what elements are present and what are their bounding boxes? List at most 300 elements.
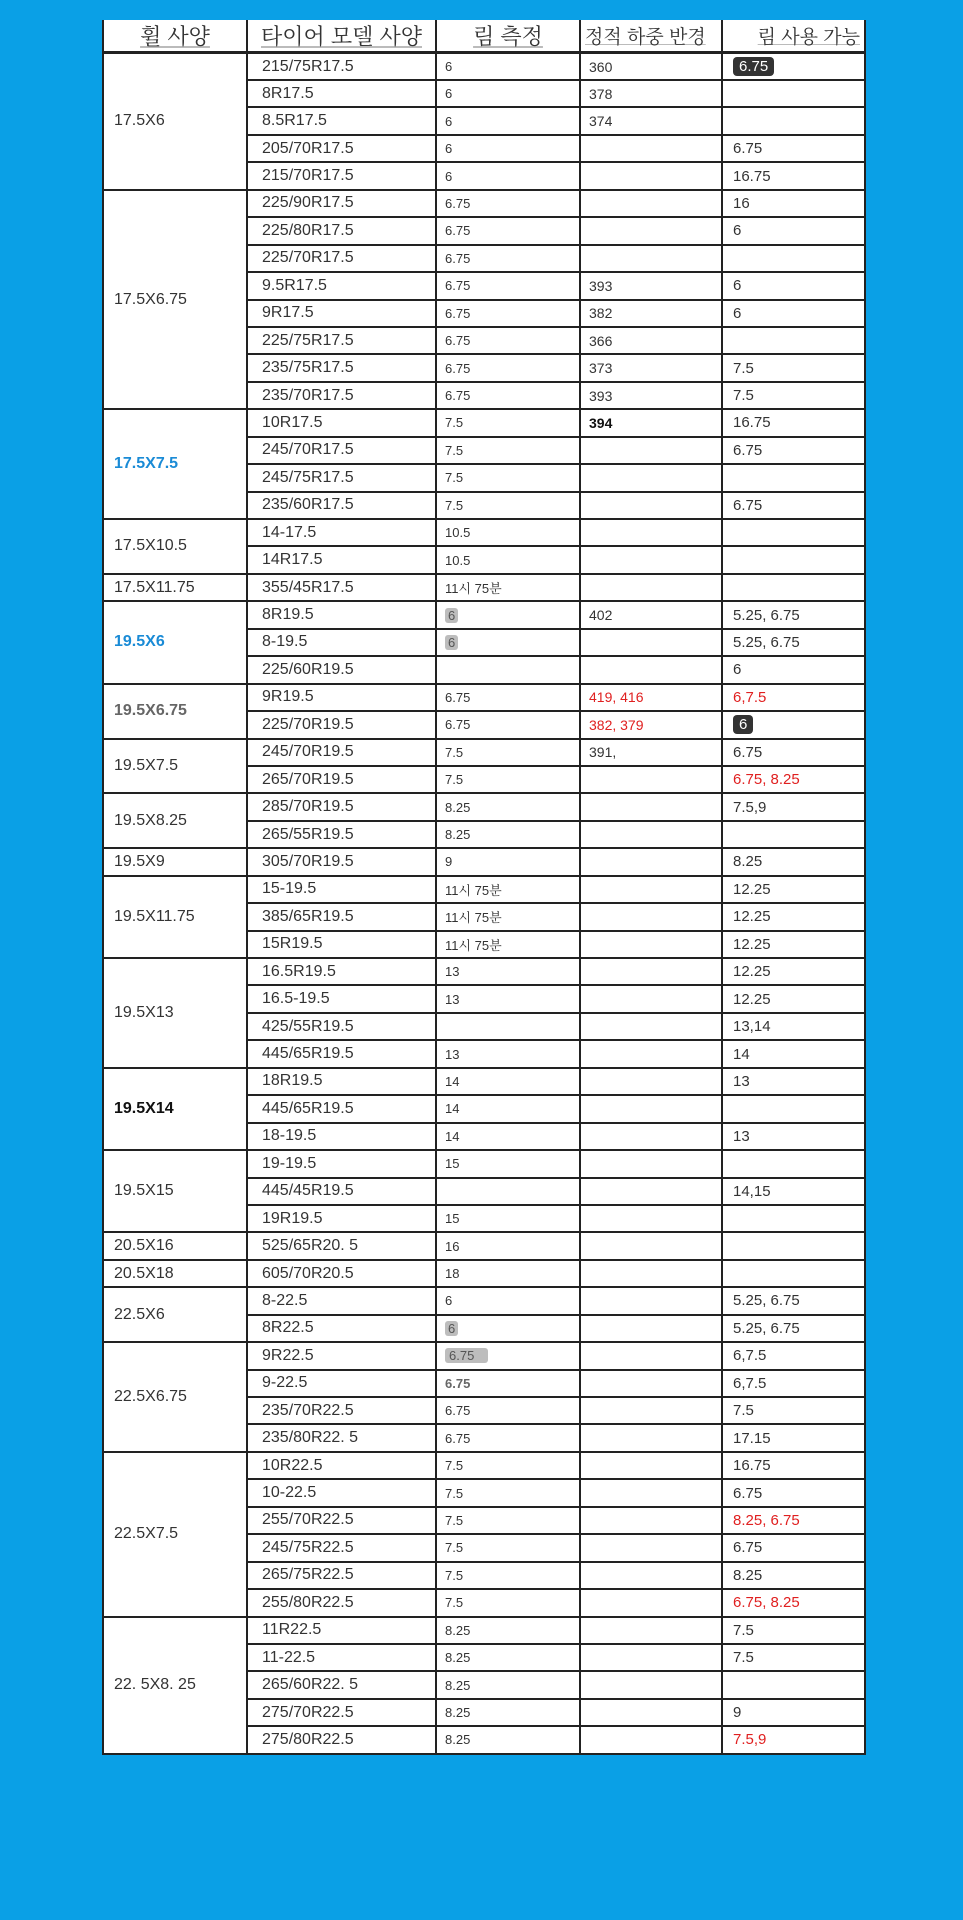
- usable-rim-text: 6.75: [733, 743, 763, 761]
- wheel-spec-text: 22.5X6: [114, 1305, 165, 1323]
- tire-model-text: 11-22.5: [262, 1648, 316, 1666]
- wheel-spec-text: 17.5X10.5: [114, 537, 187, 555]
- tire-model-cell: [247, 300, 436, 327]
- table-row: [103, 1342, 865, 1369]
- rim-measure-text: 6.75: [445, 360, 471, 376]
- static-load-radius-cell: [580, 656, 722, 683]
- static-load-radius-cell: [580, 492, 722, 519]
- static-load-radius-text: 394: [589, 414, 613, 431]
- rim-measure-cell: [436, 1123, 580, 1150]
- usable-rim-cell: [722, 1232, 865, 1259]
- tire-model-text: 205/70R17.5: [262, 139, 354, 157]
- static-load-radius-text: 382, 379: [589, 716, 644, 733]
- rim-measure-text: 6: [445, 113, 453, 129]
- wheel-spec-cell: [103, 1287, 247, 1342]
- tire-model-cell: [247, 1123, 436, 1150]
- tire-model-cell: [247, 574, 436, 601]
- usable-rim-cell: [722, 684, 865, 711]
- usable-rim-text: 16.75: [733, 414, 771, 432]
- tire-model-cell: [247, 1040, 436, 1067]
- rim-measure-text: 14: [445, 1101, 460, 1117]
- wheel-spec-text: 19.5X14: [114, 1099, 174, 1117]
- static-load-radius-cell: [580, 1123, 722, 1150]
- static-load-radius-cell: [580, 546, 722, 573]
- static-load-radius-text: 393: [589, 277, 613, 294]
- wheel-spec-cell: [103, 601, 247, 683]
- rim-measure-text: 6: [445, 1293, 453, 1309]
- static-load-radius-cell: [580, 1617, 722, 1644]
- static-load-radius-text: 382: [589, 305, 613, 322]
- tire-model-cell: [247, 958, 436, 985]
- rim-measure-cell: [436, 1178, 580, 1205]
- usable-rim-cell: [722, 1671, 865, 1698]
- rim-spec-table: [102, 20, 866, 1755]
- tire-model-cell: [247, 409, 436, 436]
- tire-model-cell: [247, 135, 436, 162]
- rim-measure-text: 6.75: [445, 388, 471, 404]
- rim-measure-cell: [436, 245, 580, 272]
- header-static-load-radius: 정적 하중 반경: [580, 20, 722, 53]
- static-load-radius-cell: [580, 1178, 722, 1205]
- rim-measure-text: 11시 75분: [445, 937, 502, 953]
- tire-model-text: 8-22.5: [262, 1291, 308, 1309]
- usable-rim-cell: [722, 1726, 865, 1753]
- rim-measure-cell: [436, 190, 580, 217]
- tire-model-cell: [247, 793, 436, 820]
- usable-rim-cell: [722, 437, 865, 464]
- usable-rim-cell: [722, 1123, 865, 1150]
- usable-rim-text: 12.25: [733, 963, 771, 981]
- usable-rim-cell: [722, 1068, 865, 1095]
- rim-measure-cell: [436, 985, 580, 1012]
- static-load-radius-cell: [580, 1562, 722, 1589]
- tire-model-cell: [247, 190, 436, 217]
- usable-rim-text: 5.25, 6.75: [733, 633, 800, 651]
- wheel-spec-text: 19.5X9: [114, 852, 165, 870]
- tire-model-cell: [247, 1315, 436, 1342]
- tire-model-text: 9-22.5: [262, 1374, 308, 1392]
- tire-model-cell: [247, 1644, 436, 1671]
- table-row: [103, 876, 865, 903]
- static-load-radius-cell: [580, 739, 722, 766]
- rim-measure-cell: [436, 958, 580, 985]
- rim-measure-cell: [436, 1095, 580, 1122]
- usable-rim-cell: [722, 1589, 865, 1616]
- tire-model-text: 275/80R22.5: [262, 1730, 354, 1748]
- rim-measure-cell: [436, 1013, 580, 1040]
- rim-measure-cell: [436, 656, 580, 683]
- usable-rim-text: 16.75: [733, 167, 771, 185]
- wheel-spec-cell: [103, 684, 247, 739]
- tire-model-cell: [247, 1068, 436, 1095]
- rim-measure-cell: [436, 1699, 580, 1726]
- rim-measure-cell: [436, 1342, 580, 1369]
- tire-model-text: 11R22.5: [262, 1621, 322, 1639]
- wheel-spec-text: 17.5X11.75: [114, 578, 195, 596]
- rim-measure-text: 7.5: [445, 497, 464, 513]
- static-load-radius-cell: [580, 1260, 722, 1287]
- rim-measure-text: 7.5: [445, 772, 464, 788]
- static-load-radius-cell: [580, 1150, 722, 1177]
- wheel-spec-text: 22.5X7.5: [114, 1525, 179, 1543]
- static-load-radius-cell: [580, 519, 722, 546]
- tire-model-cell: [247, 546, 436, 573]
- usable-rim-text: 12.25: [733, 880, 771, 898]
- tire-model-text: 9R19.5: [262, 688, 314, 706]
- rim-measure-cell: [436, 766, 580, 793]
- usable-rim-cell: [722, 1315, 865, 1342]
- tire-model-text: 265/75R22.5: [262, 1566, 354, 1584]
- usable-rim-text: 6: [733, 277, 742, 295]
- wheel-spec-cell: [103, 848, 247, 875]
- rim-measure-cell: [436, 1507, 580, 1534]
- rim-measure-cell: [436, 1644, 580, 1671]
- usable-rim-cell: [722, 162, 865, 189]
- static-load-radius-cell: [580, 190, 722, 217]
- usable-rim-text: 6.75: [733, 1484, 763, 1502]
- usable-rim-cell: [722, 821, 865, 848]
- tire-model-cell: [247, 80, 436, 107]
- tire-model-text: 8.5R17.5: [262, 112, 327, 130]
- rim-measure-text: 6: [445, 141, 453, 157]
- rim-measure-text: 7.5: [445, 1512, 464, 1528]
- static-load-radius-text: 373: [589, 360, 613, 377]
- usable-rim-text: 6,7.5: [733, 1374, 767, 1392]
- usable-rim-cell: [722, 107, 865, 134]
- rim-measure-cell: [436, 1232, 580, 1259]
- static-load-radius-cell: [580, 382, 722, 409]
- table-row: [103, 958, 865, 985]
- usable-rim-cell: [722, 1150, 865, 1177]
- tire-model-cell: [247, 464, 436, 491]
- usable-rim-text: 14: [733, 1045, 750, 1063]
- rim-measure-text: 9: [445, 854, 453, 870]
- static-load-radius-text: 378: [589, 85, 613, 102]
- rim-measure-text: 6.75: [445, 305, 471, 321]
- static-load-radius-cell: [580, 1205, 722, 1232]
- usable-rim-cell: [722, 245, 865, 272]
- usable-rim-cell: [722, 1260, 865, 1287]
- static-load-radius-cell: [580, 1095, 722, 1122]
- tire-model-cell: [247, 601, 436, 628]
- rim-measure-text: 7.5: [445, 1567, 464, 1583]
- rim-measure-cell: [436, 492, 580, 519]
- usable-rim-text: 13: [733, 1072, 750, 1090]
- tire-model-cell: [247, 1507, 436, 1534]
- tire-model-text: 245/70R19.5: [262, 743, 354, 761]
- table-row: [103, 519, 865, 546]
- rim-measure-text: 8.25: [445, 1622, 471, 1638]
- rim-measure-cell: [436, 574, 580, 601]
- wheel-spec-text: 19.5X7.5: [114, 756, 179, 774]
- usable-rim-cell: [722, 1534, 865, 1561]
- tire-model-cell: [247, 1726, 436, 1753]
- usable-rim-text: 13: [733, 1127, 750, 1145]
- tire-model-text: 18R19.5: [262, 1072, 323, 1090]
- rim-measure-cell: [436, 1068, 580, 1095]
- table-row: [103, 1617, 865, 1644]
- usable-rim-cell: [722, 272, 865, 299]
- rim-measure-cell: [436, 80, 580, 107]
- static-load-radius-cell: [580, 464, 722, 491]
- tire-model-text: 10R17.5: [262, 413, 323, 431]
- usable-rim-cell: [722, 848, 865, 875]
- usable-rim-text: 5.25, 6.75: [733, 1319, 800, 1337]
- static-load-radius-cell: [580, 1040, 722, 1067]
- static-load-radius-cell: [580, 1479, 722, 1506]
- rim-measure-text: 10.5: [445, 552, 471, 568]
- usable-rim-text: 8.25: [733, 1566, 763, 1584]
- static-load-radius-cell: [580, 903, 722, 930]
- tire-model-text: 265/55R19.5: [262, 825, 354, 843]
- tire-model-cell: [247, 1150, 436, 1177]
- tire-model-text: 235/60R17.5: [262, 496, 354, 514]
- usable-rim-cell: [722, 1013, 865, 1040]
- rim-measure-text: 7.5: [445, 1540, 464, 1556]
- static-load-radius-cell: [580, 766, 722, 793]
- static-load-radius-cell: [580, 601, 722, 628]
- usable-rim-cell: [722, 1178, 865, 1205]
- usable-rim-text: 6.75, 8.25: [733, 771, 800, 789]
- rim-measure-cell: [436, 1150, 580, 1177]
- rim-measure-text: 14: [445, 1128, 460, 1144]
- wheel-spec-text: 20.5X18: [114, 1264, 174, 1282]
- tire-model-cell: [247, 684, 436, 711]
- tire-model-cell: [247, 1013, 436, 1040]
- rim-measure-text: 14: [445, 1073, 460, 1089]
- tire-model-cell: [247, 519, 436, 546]
- rim-measure-text: 6.75: [445, 689, 471, 705]
- usable-rim-text: 14,15: [733, 1182, 771, 1200]
- rim-measure-cell: [436, 53, 580, 81]
- tire-model-text: 355/45R17.5: [262, 578, 354, 596]
- tire-model-text: 19-19.5: [262, 1154, 317, 1172]
- header-usable-rim: 림 사용 가능: [722, 20, 865, 53]
- static-load-radius-cell: [580, 876, 722, 903]
- table-row: [103, 1150, 865, 1177]
- usable-rim-cell: [722, 931, 865, 958]
- tire-model-text: 15-19.5: [262, 880, 317, 898]
- rim-measure-cell: [436, 793, 580, 820]
- static-load-radius-cell: [580, 135, 722, 162]
- rim-measure-text: 6.75: [445, 1430, 471, 1446]
- static-load-radius-text: 391,: [589, 744, 617, 761]
- rim-measure-text: 6: [445, 59, 453, 74]
- usable-rim-cell: [722, 766, 865, 793]
- static-load-radius-cell: [580, 958, 722, 985]
- tire-model-text: 255/70R22.5: [262, 1511, 354, 1529]
- static-load-radius-cell: [580, 53, 722, 81]
- tire-model-cell: [247, 1534, 436, 1561]
- rim-measure-text: 6: [445, 608, 458, 623]
- static-load-radius-cell: [580, 1424, 722, 1451]
- static-load-radius-cell: [580, 1671, 722, 1698]
- static-load-radius-cell: [580, 1068, 722, 1095]
- usable-rim-text: 6.75: [733, 140, 763, 158]
- wheel-spec-cell: [103, 519, 247, 574]
- table-row: [103, 1260, 865, 1287]
- rim-measure-cell: [436, 1397, 580, 1424]
- table-row: [103, 53, 865, 81]
- rim-measure-text: 6: [445, 168, 453, 184]
- rim-measure-text: 10.5: [445, 525, 471, 541]
- wheel-spec-cell: [103, 1232, 247, 1259]
- static-load-radius-cell: [580, 107, 722, 134]
- tire-model-text: 8-19.5: [262, 633, 308, 651]
- tire-model-cell: [247, 1699, 436, 1726]
- rim-measure-text: 13: [445, 991, 460, 1007]
- rim-measure-text: 15: [445, 1211, 460, 1227]
- tire-model-text: 265/60R22. 5: [262, 1676, 359, 1694]
- rim-measure-cell: [436, 1040, 580, 1067]
- rim-measure-cell: [436, 1452, 580, 1479]
- tire-model-text: 525/65R20. 5: [262, 1237, 359, 1255]
- rim-measure-cell: [436, 876, 580, 903]
- tire-model-text: 8R17.5: [262, 84, 314, 102]
- tire-model-text: 245/75R17.5: [262, 468, 354, 486]
- rim-measure-cell: [436, 739, 580, 766]
- tire-model-text: 235/70R17.5: [262, 386, 354, 404]
- rim-measure-cell: [436, 629, 580, 656]
- rim-measure-cell: [436, 354, 580, 381]
- usable-rim-text: 6,7.5: [733, 688, 767, 706]
- static-load-radius-cell: [580, 684, 722, 711]
- rim-measure-text: 7.5: [445, 1485, 464, 1501]
- wheel-spec-cell: [103, 574, 247, 601]
- wheel-spec-text: 20.5X16: [114, 1237, 174, 1255]
- rim-measure-cell: [436, 1671, 580, 1698]
- rim-measure-text: 11시 75분: [445, 882, 502, 898]
- rim-measure-cell: [436, 1205, 580, 1232]
- usable-rim-cell: [722, 1397, 865, 1424]
- tire-model-cell: [247, 1452, 436, 1479]
- tire-model-cell: [247, 1287, 436, 1314]
- tire-model-text: 285/70R19.5: [262, 798, 354, 816]
- tire-model-cell: [247, 162, 436, 189]
- usable-rim-cell: [722, 1370, 865, 1397]
- usable-rim-text: 12.25: [733, 908, 771, 926]
- wheel-spec-text: 19.5X6.75: [114, 702, 187, 720]
- usable-rim-text: 7.5: [733, 1649, 754, 1667]
- rim-measure-text: 6.75: [445, 1403, 471, 1419]
- rim-measure-text: 16: [445, 1238, 460, 1254]
- rim-measure-cell: [436, 1260, 580, 1287]
- table-row: [103, 190, 865, 217]
- table-body: [103, 53, 865, 1754]
- usable-rim-cell: [722, 711, 865, 738]
- wheel-spec-text: 19.5X13: [114, 1003, 174, 1021]
- tire-model-cell: [247, 492, 436, 519]
- wheel-spec-text: 17.5X7.5: [114, 455, 179, 473]
- usable-rim-cell: [722, 1644, 865, 1671]
- rim-measure-text: 7.5: [445, 415, 464, 431]
- rim-measure-text: 8.25: [445, 1677, 471, 1693]
- rim-measure-text: 6.75: [445, 223, 471, 239]
- rim-measure-cell: [436, 1617, 580, 1644]
- table-row: [103, 1068, 865, 1095]
- static-load-radius-cell: [580, 711, 722, 738]
- static-load-radius-cell: [580, 821, 722, 848]
- usable-rim-text: 6: [733, 715, 753, 734]
- static-load-radius-text: 402: [589, 607, 613, 624]
- usable-rim-cell: [722, 1699, 865, 1726]
- rim-measure-cell: [436, 1479, 580, 1506]
- usable-rim-cell: [722, 739, 865, 766]
- usable-rim-cell: [722, 1205, 865, 1232]
- rim-measure-cell: [436, 1562, 580, 1589]
- static-load-radius-cell: [580, 629, 722, 656]
- usable-rim-text: 16.75: [733, 1457, 771, 1475]
- usable-rim-cell: [722, 793, 865, 820]
- rim-measure-text: 6.75: [445, 250, 471, 266]
- static-load-radius-text: 419, 416: [589, 689, 644, 706]
- tire-model-text: 16.5-19.5: [262, 990, 330, 1008]
- rim-measure-text: 7.5: [445, 442, 464, 458]
- usable-rim-text: 6,7.5: [733, 1347, 767, 1365]
- wheel-spec-text: 19.5X6: [114, 633, 165, 651]
- usable-rim-text: 7.5: [733, 359, 754, 377]
- tire-model-cell: [247, 272, 436, 299]
- static-load-radius-cell: [580, 1342, 722, 1369]
- tire-model-text: 9.5R17.5: [262, 276, 327, 294]
- rim-measure-text: 7.5: [445, 1595, 464, 1611]
- wheel-spec-cell: [103, 53, 247, 190]
- rim-measure-cell: [436, 931, 580, 958]
- static-load-radius-cell: [580, 931, 722, 958]
- rim-measure-cell: [436, 1424, 580, 1451]
- static-load-radius-text: 393: [589, 387, 613, 404]
- usable-rim-cell: [722, 1287, 865, 1314]
- usable-rim-cell: [722, 354, 865, 381]
- table-row: [103, 848, 865, 875]
- tire-model-cell: [247, 354, 436, 381]
- usable-rim-text: 6.75: [733, 441, 763, 459]
- usable-rim-cell: [722, 1424, 865, 1451]
- wheel-spec-text: 19.5X11.75: [114, 907, 195, 925]
- tire-model-cell: [247, 821, 436, 848]
- tire-model-text: 8R19.5: [262, 606, 314, 624]
- tire-model-text: 8R22.5: [262, 1319, 314, 1337]
- wheel-spec-cell: [103, 793, 247, 848]
- header-row: [103, 20, 865, 53]
- static-load-radius-cell: [580, 80, 722, 107]
- tire-model-cell: [247, 327, 436, 354]
- table-row: [103, 1232, 865, 1259]
- usable-rim-cell: [722, 1452, 865, 1479]
- tire-model-cell: [247, 245, 436, 272]
- usable-rim-cell: [722, 574, 865, 601]
- usable-rim-cell: [722, 464, 865, 491]
- rim-measure-text: 7.5: [445, 744, 464, 760]
- usable-rim-text: 7.5: [733, 1621, 754, 1639]
- usable-rim-cell: [722, 327, 865, 354]
- usable-rim-text: 6.75: [733, 57, 774, 76]
- wheel-spec-cell: [103, 1452, 247, 1617]
- tire-model-cell: [247, 711, 436, 738]
- rim-measure-text: 6.75: [445, 333, 471, 349]
- rim-measure-cell: [436, 382, 580, 409]
- usable-rim-cell: [722, 409, 865, 436]
- wheel-spec-cell: [103, 190, 247, 410]
- wheel-spec-text: 17.5X6.75: [114, 290, 187, 308]
- usable-rim-cell: [722, 217, 865, 244]
- tire-model-cell: [247, 1370, 436, 1397]
- rim-measure-cell: [436, 1589, 580, 1616]
- rim-measure-text: 6.75: [445, 278, 471, 294]
- usable-rim-cell: [722, 1479, 865, 1506]
- usable-rim-cell: [722, 190, 865, 217]
- tire-model-cell: [247, 1617, 436, 1644]
